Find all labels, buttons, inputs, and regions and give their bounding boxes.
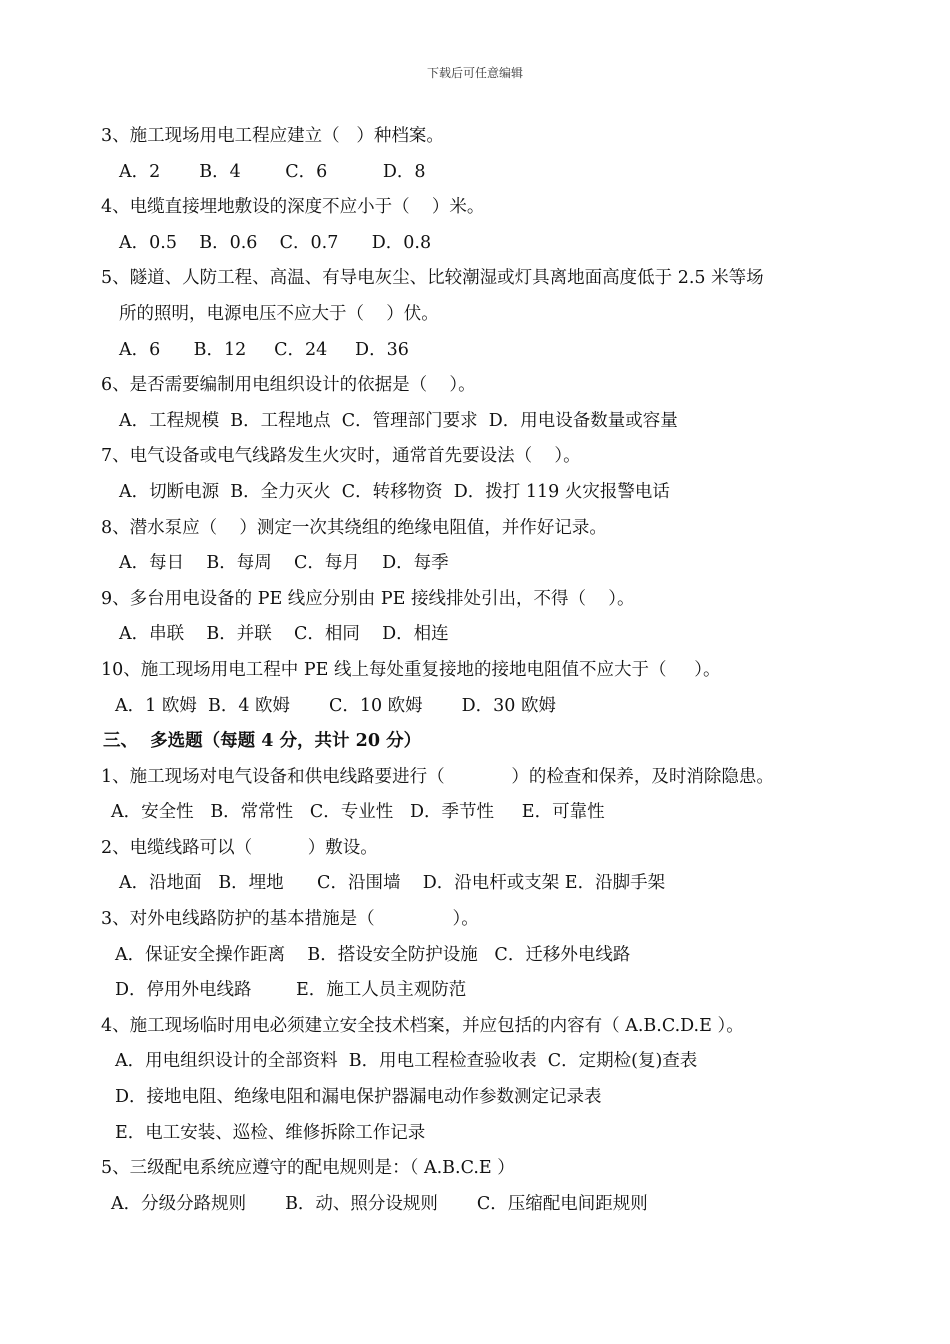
question-line: 7、电气设备或电气线路发生火灾时，通常首先要设法（ ）。 (101, 446, 581, 467)
option-line: A．2 B．4 C．6 D．8 (119, 161, 426, 182)
option-line: D．接地电阻、绝缘电阻和漏电保护器漏电动作参数测定记录表 (115, 1087, 602, 1108)
question-line: 3、施工现场用电工程应建立（ ）种档案。 (101, 126, 444, 146)
question-line: 10、施工现场用电工程中 PE 线上每处重复接地的接地电阻值不应大于（ ）。 (101, 659, 721, 680)
option-line: E．电工安装、巡检、维修拆除工作记录 (115, 1122, 426, 1143)
option-line: A．切断电源 B．全力灭火 C．转移物资 D．拨打 119 火灾报警电话 (119, 481, 670, 502)
question-line: 5、隧道、人防工程、高温、有导电灰尘、比较潮湿或灯具离地面高度低于 2.5 米等场 (101, 268, 764, 289)
option-line: D．停用外电线路 E．施工人员主观防范 (115, 980, 467, 1001)
question-line: 2、电缆线路可以（ ）敷设。 (101, 837, 378, 858)
question-continuation: 所的照明，电源电压不应大于（ ）伏。 (119, 303, 439, 324)
option-line: A．分级分路规则 B．动、照分设规则 C．压缩配电间距规则 (111, 1193, 648, 1214)
section-heading: 三、 多选题（每题 4 分，共计 20 分） (103, 731, 422, 752)
option-line: A．保证安全操作距离 B．搭设安全防护设施 C．迁移外电线路 (115, 944, 631, 965)
question-line: 5、三级配电系统应遵守的配电规则是：（ A.B.C.E ） (101, 1158, 515, 1179)
option-line: A．工程规模 B．工程地点 C．管理部门要求 D．用电设备数量或容量 (119, 410, 678, 431)
question-line: 9、多台用电设备的 PE 线应分别由 PE 接线排处引出，不得（ ）。 (101, 588, 635, 609)
option-line: A．沿地面 B．埋地 C．沿围墙 D．沿电杆或支架 E．沿脚手架 (119, 873, 666, 894)
question-line: 1、施工现场对电气设备和供电线路要进行（ ）的检查和保养，及时消除隐患。 (101, 766, 774, 787)
question-line: 4、电缆直接埋地敷设的深度不应小于（ ）米。 (101, 197, 485, 218)
question-line: 4、施工现场临时用电必须建立安全技术档案，并应包括的内容有（ A.B.C.D.E ）。 (101, 1015, 744, 1036)
option-line: A．1 欧姆 B．4 欧姆 C．10 欧姆 D．30 欧姆 (115, 695, 556, 716)
question-line: 3、对外电线路防护的基本措施是（ ）。 (101, 909, 479, 930)
question-line: 6、是否需要编制用电组织设计的依据是（ ）。 (101, 375, 476, 396)
option-line: A．每日 B．每周 C．每月 D．每季 (119, 553, 449, 574)
document-body (101, 119, 861, 1222)
option-line: A．0.5 B．0.6 C．0.7 D．0.8 (119, 232, 432, 253)
option-line: A．串联 B．并联 C．相同 D．相连 (119, 624, 449, 645)
page-header: 下载后可任意编辑 (426, 66, 523, 80)
question-line: 8、潜水泵应（ ）测定一次其绕组的绝缘电阻值，并作好记录。 (101, 517, 607, 538)
option-line: A．6 B．12 C．24 D．36 (119, 339, 409, 360)
option-line: A．用电组织设计的全部资料 B．用电工程检查验收表 C．定期检(复)查表 (115, 1051, 698, 1072)
option-line: A．安全性 B．常常性 C．专业性 D．季节性 E．可靠性 (111, 802, 605, 823)
